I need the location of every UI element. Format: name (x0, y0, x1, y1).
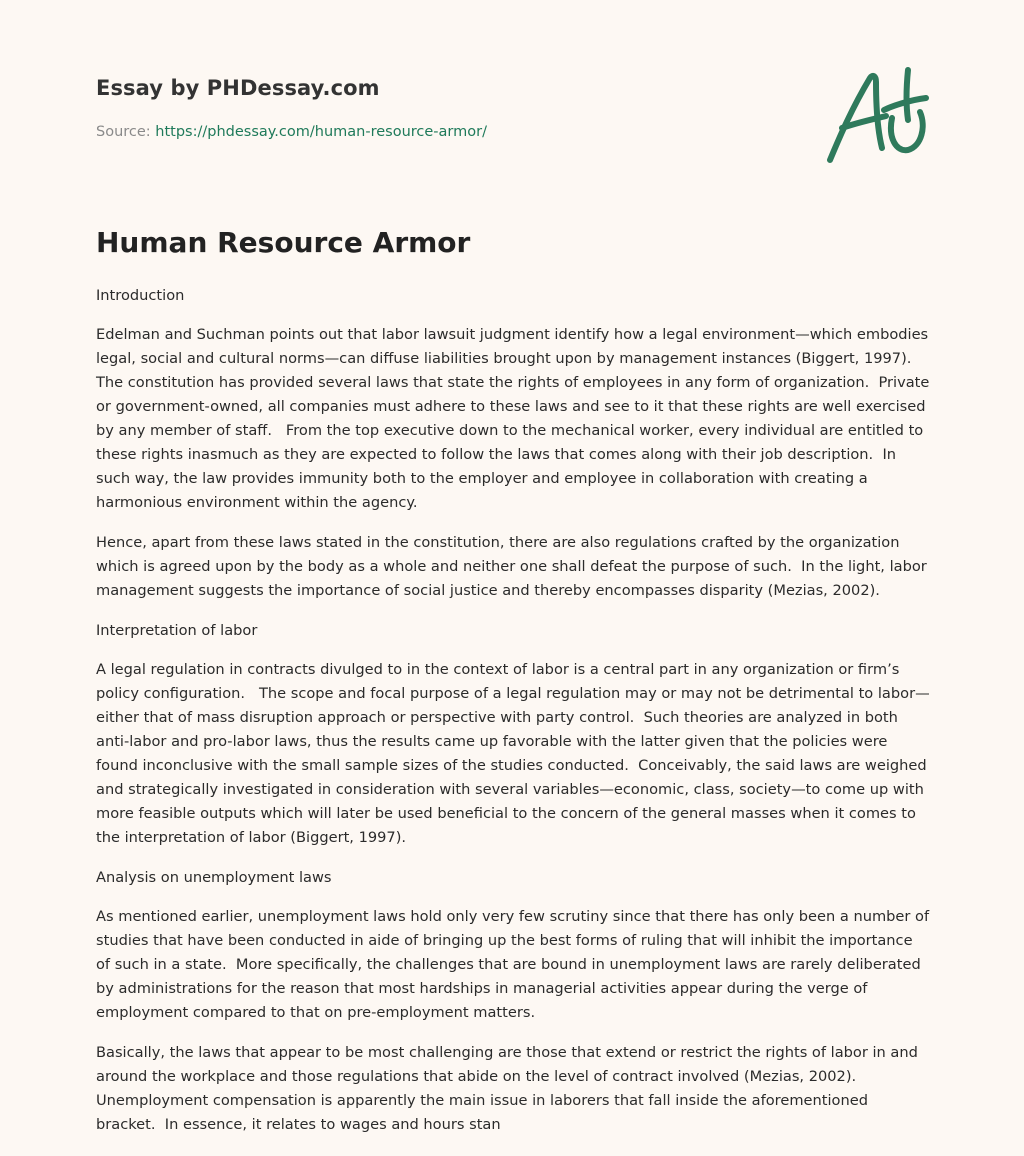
essay-page (96, 0, 935, 1156)
paragraph: Hence, apart from these laws stated in the constitution, there are also regulations crafted by the organization which is agreed upon by the body as a whole and neither one shall defeat the purpose of such. In the light, labor management suggests the importance of social justice and thereby encompasses disparity (Mezias, 2002). (96, 534, 932, 599)
essay-body (96, 284, 935, 1153)
section-heading: Introduction (96, 287, 185, 304)
source-line (96, 124, 487, 140)
brand-title: Essay by PHDessay.com (96, 76, 380, 100)
paragraph: Basically, the laws that appear to be most challenging are those that extend or restrict the rights of labor in and around the workplace and those regulations that abide on the level of contract involved (Mezias, 2002). Unemployment compensation is apparently the main issue in laborers that fall inside the aforementioned bracket. In essence, it relates to wages and hours stan (96, 1044, 923, 1133)
source-label: Source: (96, 124, 156, 140)
a-plus-logo-icon (826, 66, 930, 166)
paragraph: Edelman and Suchman points out that labor lawsuit judgment identify how a legal environment—which embodies legal, social and cultural norms—can diffuse liabilities brought upon by management instances (Biggert, 1997). The constitution has provided several laws that state the rights of employees in any form of organization. Private or government-owned, all companies must adhere to these laws and see to it that these rights are well exercised by any member of staff. From the top executive down to the mechanical worker, every individual are entitled to these rights inasmuch as they are expected to follow the laws that comes along with their job description. In such way, the law provides immunity both to the employer and employee in collaboration with creating a harmonious environment within the agency. (96, 326, 935, 511)
essay-title: Human Resource Armor (96, 226, 471, 259)
section-heading: Analysis on unemployment laws (96, 869, 332, 886)
paragraph: As mentioned earlier, unemployment laws hold only very few scrutiny since that there has only been a number of studies that have been conducted in aide of bringing up the best forms of ruling that will inhibit the importance of such in a state. More specifically, the challenges that are bound in unemployment laws are rarely deliberated by administrations for the reason that most hardships in managerial activities appear during the verge of employment compared to that on pre-employment matters. (96, 908, 934, 1021)
paragraph: A legal regulation in contracts divulged to in the context of labor is a central part in any organization or firm’s policy configuration. The scope and focal purpose of a legal regulation may or may not be detrimental to labor—either that of mass disruption approach or perspective with party control. Such theories are analyzed in both anti-labor and pro-labor laws, thus the results came up favorable with the latter given that the policies were found inconclusive with the small sample sizes of the studies conducted. Conceivably, the said laws are weighed and strategically investigated in consideration with several variables—economic, class, society—to come up with more feasible outputs which will later be used beneficial to the concern of the general masses when it comes to the interpretation of labor (Biggert, 1997). (96, 661, 932, 846)
section-heading: Interpretation of labor (96, 622, 258, 639)
source-link[interactable]: https://phdessay.com/human-resource-armor/ (155, 124, 487, 140)
